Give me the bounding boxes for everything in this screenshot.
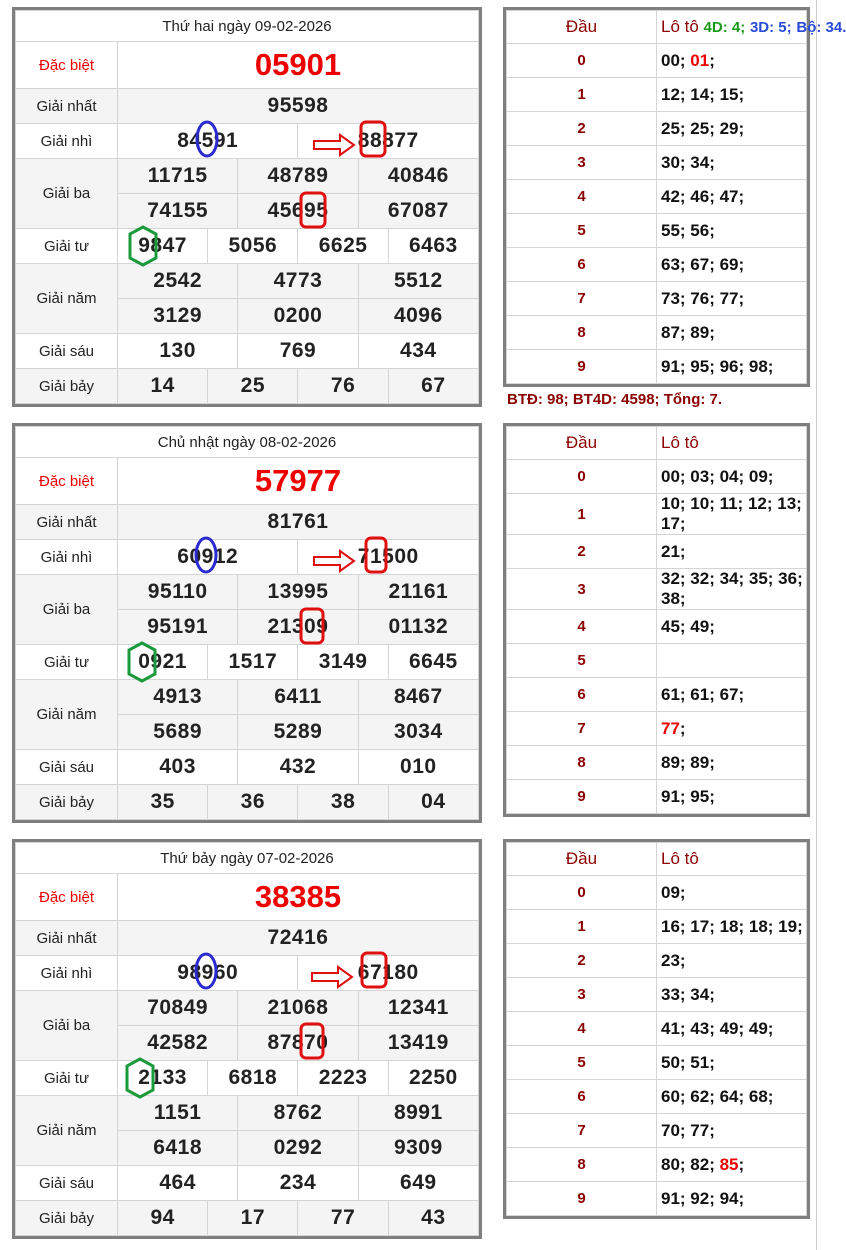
loto-head-digit: 9: [507, 780, 657, 814]
loto-values: [657, 944, 807, 978]
second-prize-number: 67180: [298, 956, 479, 991]
label-first-prize: Giải nhất: [16, 505, 118, 540]
loto-header-dau: Đầu: [507, 11, 657, 44]
fourth-prize-number: 1517: [208, 645, 298, 680]
loto-values-text: 91; 95;: [661, 786, 715, 806]
fourth-prize-number: 5056: [208, 229, 298, 264]
loto-values: [657, 678, 807, 712]
loto-header-label: Lô tô: [661, 849, 699, 868]
loto-header-label: Lô tô: [661, 17, 699, 36]
second-prize-number: 71500: [298, 540, 479, 575]
sixth-prize-number: 769: [238, 334, 358, 369]
loto-values: [657, 1182, 807, 1216]
result-date-title: Thứ bảy ngày 07-02-2026: [16, 843, 479, 874]
loto-values-text: 70; 77;: [661, 1120, 715, 1140]
loto-head-digit: 8: [507, 316, 657, 350]
seventh-prize-number: 76: [298, 369, 388, 404]
label-sixth-prize: Giải sáu: [16, 334, 118, 369]
second-prize-number: 88877: [298, 124, 479, 159]
sixth-prize-number: 234: [238, 1166, 358, 1201]
loto-values: [657, 248, 807, 282]
seventh-prize-number: 94: [118, 1201, 208, 1236]
loto-values: [657, 78, 807, 112]
sixth-prize-number: 010: [358, 750, 478, 785]
loto-values-end: ;: [709, 50, 715, 70]
fourth-prize-number: 0921: [118, 645, 208, 680]
fourth-prize-number: 9847: [118, 229, 208, 264]
fifth-prize-number: 6418: [118, 1131, 238, 1166]
loto-head-digit: 1: [507, 494, 657, 535]
loto-values: [657, 910, 807, 944]
page-divider: [816, 0, 817, 1250]
loto-values: [657, 746, 807, 780]
label-seventh-prize: Giải bảy: [16, 369, 118, 404]
fourth-prize-number: 2133: [118, 1061, 208, 1096]
third-prize-number: 42582: [118, 1026, 238, 1061]
loto-values: [657, 876, 807, 910]
fourth-prize-number: 3149: [298, 645, 388, 680]
seventh-prize-number: 17: [208, 1201, 298, 1236]
special-prize-number: 05901: [118, 42, 479, 89]
third-prize-number: 95191: [118, 610, 238, 645]
loto-values: [657, 712, 807, 746]
result-date-title: Thứ hai ngày 09-02-2026: [16, 11, 479, 42]
loto-head-digit: 9: [507, 1182, 657, 1216]
fourth-prize-number: 6818: [208, 1061, 298, 1096]
loto-header-label: Lô tô: [661, 433, 699, 452]
loto-head-digit: 7: [507, 712, 657, 746]
loto-values: [657, 1080, 807, 1114]
loto-special-value: 01: [690, 50, 710, 70]
fourth-prize-number: 2223: [298, 1061, 388, 1096]
label-third-prize: Giải ba: [16, 159, 118, 229]
label-fourth-prize: Giải tư: [16, 645, 118, 680]
loto-values-text: 00; 03; 04; 09;: [661, 466, 774, 486]
third-prize-number: 95110: [118, 575, 238, 610]
fourth-prize-number: 6625: [298, 229, 388, 264]
loto-head-digit: 3: [507, 569, 657, 610]
loto-special-value: 77: [661, 718, 680, 738]
third-prize-number: 13995: [238, 575, 358, 610]
loto-values-text: 25; 25; 29;: [661, 118, 745, 138]
loto-header-loto: [657, 843, 807, 876]
third-prize-number: 12341: [358, 991, 478, 1026]
sixth-prize-number: 464: [118, 1166, 238, 1201]
seventh-prize-number: 14: [118, 369, 208, 404]
seventh-prize-number: 38: [298, 785, 388, 820]
label-third-prize: Giải ba: [16, 575, 118, 645]
seventh-prize-number: 77: [298, 1201, 388, 1236]
fifth-prize-number: 4096: [358, 299, 478, 334]
fifth-prize-number: 2542: [118, 264, 238, 299]
loto-values-text: 00;: [661, 50, 691, 70]
sixth-prize-number: 434: [358, 334, 478, 369]
loto-values: [657, 1046, 807, 1080]
loto-values-text: 80; 82;: [661, 1154, 720, 1174]
loto-values-text: 16; 17; 18; 18; 19;: [661, 916, 803, 936]
loto-values: [657, 350, 807, 384]
loto-head-digit: 2: [507, 112, 657, 146]
loto-header-loto: [657, 427, 807, 460]
loto-values: [657, 494, 807, 535]
seventh-prize-number: 36: [208, 785, 298, 820]
label-first-prize: Giải nhất: [16, 921, 118, 956]
fifth-prize-number: 0200: [238, 299, 358, 334]
fifth-prize-number: 8467: [358, 680, 478, 715]
first-prize-number: 72416: [118, 921, 479, 956]
loto-head-digit: 4: [507, 1012, 657, 1046]
fifth-prize-number: 5289: [238, 715, 358, 750]
label-first-prize: Giải nhất: [16, 89, 118, 124]
fifth-prize-number: 8991: [358, 1096, 478, 1131]
loto-header-dau: Đầu: [507, 843, 657, 876]
loto-head-digit: 5: [507, 1046, 657, 1080]
first-prize-number: 95598: [118, 89, 479, 124]
label-sixth-prize: Giải sáu: [16, 750, 118, 785]
fifth-prize-number: 0292: [238, 1131, 358, 1166]
loto-head-digit: 4: [507, 610, 657, 644]
stat-3d: 3D: 5;: [749, 19, 792, 36]
third-prize-number: 74155: [118, 194, 238, 229]
loto-head-digit: 3: [507, 146, 657, 180]
first-prize-number: 81761: [118, 505, 479, 540]
second-prize-number: 84591: [118, 124, 298, 159]
label-special-prize: Đặc biệt: [16, 458, 118, 505]
fourth-prize-number: 6645: [388, 645, 478, 680]
loto-values: [657, 978, 807, 1012]
sixth-prize-number: 130: [118, 334, 238, 369]
third-prize-number: 48789: [238, 159, 358, 194]
loto-values-text: 32; 32; 34; 35; 36; 38;: [661, 569, 803, 608]
fourth-prize-number: 2250: [388, 1061, 478, 1096]
loto-header-loto: [657, 11, 846, 44]
loto-values-text: 91; 95; 96; 98;: [661, 356, 774, 376]
fifth-prize-number: 3034: [358, 715, 478, 750]
loto-values: [657, 112, 807, 146]
loto-values: [657, 1114, 807, 1148]
loto-values: [657, 610, 807, 644]
special-prize-number: 57977: [118, 458, 479, 505]
label-fifth-prize: Giải năm: [16, 1096, 118, 1166]
loto-table: [503, 7, 846, 387]
label-third-prize: Giải ba: [16, 991, 118, 1061]
loto-values-text: 21;: [661, 541, 686, 561]
loto-values-text: 45; 49;: [661, 616, 715, 636]
loto-head-digit: 6: [507, 678, 657, 712]
loto-head-digit: 9: [507, 350, 657, 384]
loto-values-text: 09;: [661, 882, 686, 902]
loto-values: [657, 146, 807, 180]
loto-head-digit: 0: [507, 460, 657, 494]
loto-table: [503, 423, 810, 817]
loto-head-digit: 5: [507, 644, 657, 678]
loto-values-text: 41; 43; 49; 49;: [661, 1018, 774, 1038]
third-prize-number: 11715: [118, 159, 238, 194]
loto-head-digit: 3: [507, 978, 657, 1012]
loto-values-text: 63; 67; 69;: [661, 254, 745, 274]
third-prize-number: 21161: [358, 575, 478, 610]
loto-head-digit: 0: [507, 44, 657, 78]
summary-stats: BTĐ: 98; BT4D: 4598; Tổng: 7.: [507, 391, 723, 408]
loto-values-text: 42; 46; 47;: [661, 186, 745, 206]
seventh-prize-number: 67: [388, 369, 478, 404]
fifth-prize-number: 4773: [238, 264, 358, 299]
loto-head-digit: 4: [507, 180, 657, 214]
loto-head-digit: 2: [507, 535, 657, 569]
loto-values: [657, 316, 807, 350]
fifth-prize-number: 6411: [238, 680, 358, 715]
third-prize-number: 21068: [238, 991, 358, 1026]
label-second-prize: Giải nhì: [16, 956, 118, 991]
loto-values-text: 50; 51;: [661, 1052, 715, 1072]
sixth-prize-number: 432: [238, 750, 358, 785]
third-prize-number: 13419: [358, 1026, 478, 1061]
loto-head-digit: 2: [507, 944, 657, 978]
label-seventh-prize: Giải bảy: [16, 1201, 118, 1236]
loto-head-digit: 8: [507, 1148, 657, 1182]
loto-values-text: 73; 76; 77;: [661, 288, 745, 308]
label-second-prize: Giải nhì: [16, 124, 118, 159]
stat-4d: 4D: 4;: [703, 19, 746, 36]
loto-values: [657, 214, 807, 248]
label-fourth-prize: Giải tư: [16, 1061, 118, 1096]
loto-head-digit: 1: [507, 78, 657, 112]
loto-values-text: 55; 56;: [661, 220, 715, 240]
seventh-prize-number: 35: [118, 785, 208, 820]
loto-values: [657, 180, 807, 214]
result-table: [12, 7, 482, 407]
loto-values: [657, 44, 807, 78]
seventh-prize-number: 43: [388, 1201, 478, 1236]
loto-values: [657, 1012, 807, 1046]
fifth-prize-number: 5689: [118, 715, 238, 750]
loto-head-digit: 6: [507, 1080, 657, 1114]
loto-header-dau: Đầu: [507, 427, 657, 460]
label-second-prize: Giải nhì: [16, 540, 118, 575]
result-table: [12, 423, 482, 823]
loto-head-digit: 7: [507, 1114, 657, 1148]
loto-values-text: 33; 34;: [661, 984, 715, 1004]
label-sixth-prize: Giải sáu: [16, 1166, 118, 1201]
loto-head-digit: 7: [507, 282, 657, 316]
fifth-prize-number: 4913: [118, 680, 238, 715]
label-fifth-prize: Giải năm: [16, 680, 118, 750]
third-prize-number: 67087: [358, 194, 478, 229]
result-table: [12, 839, 482, 1239]
loto-values-end: ;: [679, 718, 686, 738]
special-prize-number: 38385: [118, 874, 479, 921]
third-prize-number: 87870: [238, 1026, 358, 1061]
loto-values-text: 30; 34;: [661, 152, 715, 172]
loto-values-text: 87; 89;: [661, 322, 715, 342]
result-date-title: Chủ nhật ngày 08-02-2026: [16, 427, 479, 458]
loto-head-digit: 6: [507, 248, 657, 282]
loto-values-text: 23;: [661, 950, 686, 970]
third-prize-number: 70849: [118, 991, 238, 1026]
loto-values-text: 89; 89;: [661, 752, 715, 772]
fifth-prize-number: 9309: [358, 1131, 478, 1166]
third-prize-number: 01132: [358, 610, 478, 645]
loto-values-text: 91; 92; 94;: [661, 1188, 745, 1208]
loto-values-text: 61; 61; 67;: [661, 684, 745, 704]
fifth-prize-number: 8762: [238, 1096, 358, 1131]
loto-head-digit: 8: [507, 746, 657, 780]
fifth-prize-number: 5512: [358, 264, 478, 299]
loto-values: [657, 535, 807, 569]
loto-head-digit: 1: [507, 910, 657, 944]
third-prize-number: 45695: [238, 194, 358, 229]
loto-table: [503, 839, 810, 1219]
loto-head-digit: 5: [507, 214, 657, 248]
second-prize-number: 98960: [118, 956, 298, 991]
label-fifth-prize: Giải năm: [16, 264, 118, 334]
seventh-prize-number: 04: [388, 785, 478, 820]
loto-special-value: 85: [719, 1154, 739, 1174]
third-prize-number: 40846: [358, 159, 478, 194]
fourth-prize-number: 6463: [388, 229, 478, 264]
loto-values: [657, 460, 807, 494]
loto-values: [657, 282, 807, 316]
loto-values-end: ;: [738, 1154, 745, 1174]
label-seventh-prize: Giải bảy: [16, 785, 118, 820]
loto-values-text: 10; 10; 11; 12; 13; 17;: [661, 494, 802, 533]
fifth-prize-number: 3129: [118, 299, 238, 334]
loto-values-text: 12; 14; 15;: [661, 84, 745, 104]
label-special-prize: Đặc biệt: [16, 874, 118, 921]
loto-values: [657, 569, 807, 610]
loto-values: [657, 780, 807, 814]
seventh-prize-number: 25: [208, 369, 298, 404]
third-prize-number: 21309: [238, 610, 358, 645]
sixth-prize-number: 403: [118, 750, 238, 785]
label-fourth-prize: Giải tư: [16, 229, 118, 264]
loto-values: [657, 1148, 807, 1182]
fifth-prize-number: 1151: [118, 1096, 238, 1131]
loto-head-digit: 0: [507, 876, 657, 910]
label-special-prize: Đặc biệt: [16, 42, 118, 89]
second-prize-number: 60912: [118, 540, 298, 575]
sixth-prize-number: 649: [358, 1166, 478, 1201]
stat-bo: Bộ: 34.: [796, 19, 846, 36]
loto-values-text: 60; 62; 64; 68;: [661, 1086, 774, 1106]
loto-values: [657, 644, 807, 678]
